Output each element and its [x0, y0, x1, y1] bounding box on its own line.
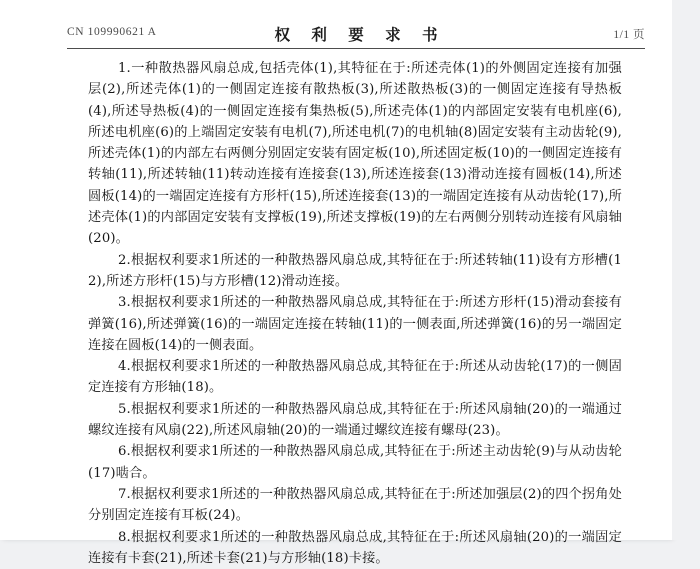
- claims-list: [88, 58, 622, 569]
- claim-paragraph: 4.根据权利要求1所述的一种散热器风扇总成,其特征在于:所述从动齿轮(17)的一侧固定连接有方形轴(18)。: [88, 359, 622, 396]
- running-header: [67, 22, 645, 49]
- claim-paragraph: 6.根据权利要求1所述的一种散热器风扇总成,其特征在于:所述主动齿轮(9)与从动齿轮(17)啮合。: [88, 444, 622, 481]
- publication-number: CN 109990621 A: [67, 26, 157, 38]
- claim-paragraph: 1.一种散热器风扇总成,包括壳体(1),其特征在于:所述壳体(1)的外侧固定连接有加强层(2),所述壳体(1)的一侧固定连接有散热板(3),所述散热板(3)的一侧固定连接有导热板(4),所述导热板(4)的一侧固定连接有集热板(5),所述壳体(1)的内部固定安装有电机座(6),所述电机座(6)的上端固定安装有电机(7),所述电机(7)的电机轴(8)固定安装有主动齿轮(9),所述壳体(1)的内部左右两侧分别固定安装有固定板(10),所述固定板(10)的一侧固定连接有转轴(11),所述转轴(11)转动连接有连接套(13),所述连接套(13)滑动连接有圆板(14),所述圆板(14)的一端固定连接有方形杆(15),所述连接套(13)的一端固定连接有从动齿轮(17),所述壳体(1)的内部固定安装有支撑板(19),所述支撑板(19)的左右两侧分别转动连接有风扇轴(20)。: [88, 61, 622, 247]
- claim-paragraph: 2.根据权利要求1所述的一种散热器风扇总成,其特征在于:所述转轴(11)设有方形槽(12),所述方形杆(15)与方形槽(12)滑动连接。: [88, 252, 622, 289]
- page-title: 权 利 要 求 书: [274, 26, 446, 44]
- claim-paragraph: 3.根据权利要求1所述的一种散热器风扇总成,其特征在于:所述方形杆(15)滑动套接有弹簧(16),所述弹簧(16)的一端固定连接在转轴(11)的一侧表面,所述弹簧(16)的另一端固定连接在圆板(14)的一侧表面。: [88, 295, 622, 353]
- claim-paragraph: 5.根据权利要求1所述的一种散热器风扇总成,其特征在于:所述风扇轴(20)的一端通过螺纹连接有风扇(22),所述风扇轴(20)的一端通过螺纹连接有螺母(23)。: [88, 401, 622, 439]
- claim-paragraph: 7.根据权利要求1所述的一种散热器风扇总成,其特征在于:所述加强层(2)的四个拐角处分别固定连接有耳板(24)。: [88, 486, 622, 524]
- page-indicator: 1/1 页: [613, 29, 645, 41]
- page-gutter: [672, 0, 700, 540]
- claim-paragraph: 8.根据权利要求1所述的一种散热器风扇总成,其特征在于:所述风扇轴(20)的一端固定连接有卡套(21),所述卡套(21)与方形轴(18)卡接。: [88, 529, 622, 566]
- running-header-row: [67, 22, 645, 48]
